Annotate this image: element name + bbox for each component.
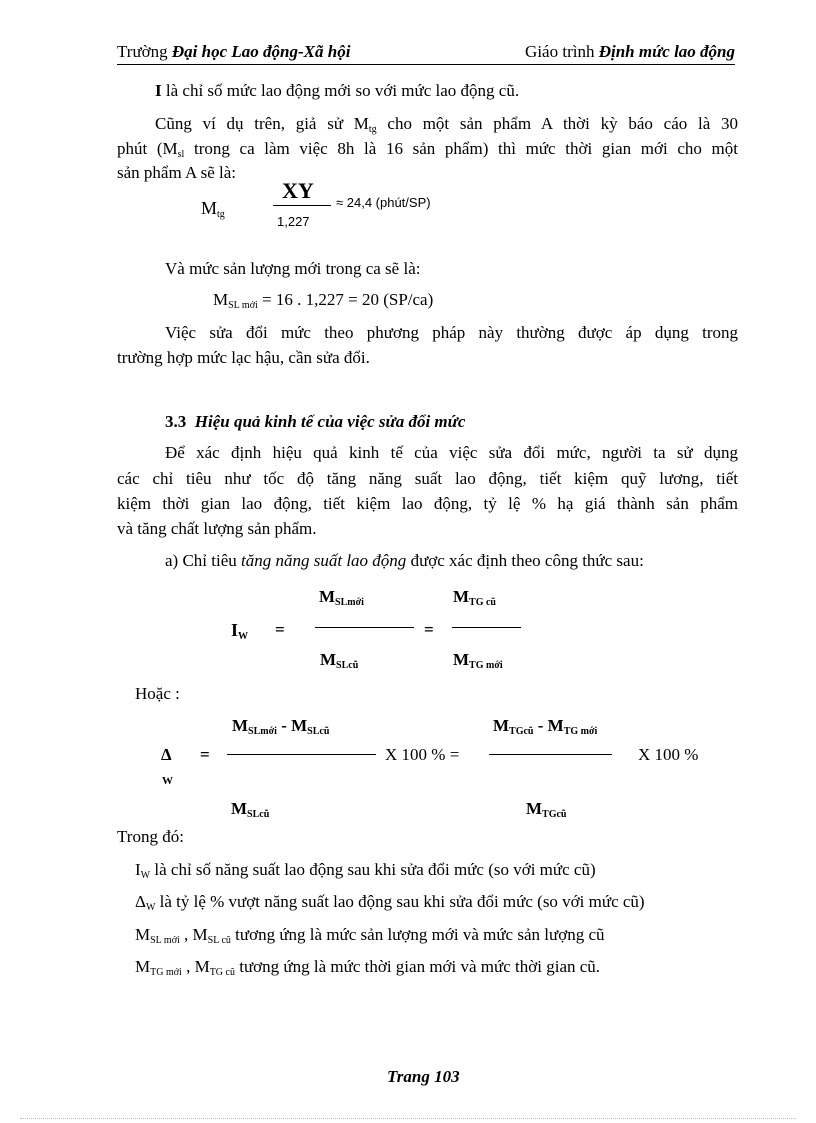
paragraph-example-line1: Cũng ví dụ trên, giả sử $M_{tg}$ cho một sản phẩm A thời kỳ báo cáo là 30	[155, 114, 738, 135]
definition-productivity-index: $I_W$ là chỉ số năng suất lao động sau khi sửa đổi mức (so với mức cũ)	[135, 860, 596, 881]
paragraph-index-definition: I là chỉ số mức lao động mới so với mức lao động cũ.	[155, 81, 520, 100]
formula1-lhs: $M_{tg}$	[201, 198, 225, 220]
paragraph-example-line2: phút ($M_{sl}$ trong ca làm việc 8h là 16 sản phẩm) thì mức thời gian mới cho một	[117, 139, 738, 160]
formula3-numerator-1: MSLmới	[319, 587, 364, 608]
formula1-denominator: 1,227	[277, 214, 310, 229]
formula3-fraction-bar-2	[452, 627, 521, 628]
formula4-fraction-bar-1	[227, 754, 376, 755]
footer-dotted-rule	[20, 1118, 796, 1119]
formula3-denominator-1: MSLcũ	[320, 650, 359, 671]
formula4-lhs-delta: Δ	[161, 745, 172, 764]
formula3-equals-1: =	[275, 620, 285, 639]
formula3-denominator-2: MTG mới	[453, 650, 503, 671]
paragraph-method-line1: Việc sửa đổi mức theo phương pháp này thường được áp dụng trong	[165, 323, 738, 342]
definition-productivity-excess: $\Delta_W$ là tỷ lệ % vượt năng suất lao động sau khi sửa đổi mức (so với mức cũ)	[135, 892, 645, 913]
paragraph-new-output-intro: Và mức sản lượng mới trong ca sẽ là:	[165, 259, 421, 278]
formula1-result: ≈ 24,4 (phút/SP)	[336, 195, 431, 210]
formula4-lhs-sub: W	[162, 775, 173, 787]
formula1-fraction-bar	[273, 205, 331, 206]
section-heading: 3.3 Hiệu quả kinh tế của việc sửa đổi mức	[165, 412, 466, 431]
header-left: Trường Đại học Lao động-Xã hội	[117, 42, 351, 61]
text-where: Trong đó:	[117, 827, 184, 846]
formula4-equals: =	[200, 745, 210, 764]
formula3-lhs: IW	[231, 620, 249, 642]
formula3-fraction-bar-1	[315, 627, 414, 628]
paragraph-efficiency-line3: kiệm thời gian lao động, tiết kiệm lao động, tỷ lệ % hạ giá thành sản phẩm	[117, 494, 738, 513]
formula-new-output-norm: $M_{SL mới} = 16$ . 1,227 = 20 (SP/ca)	[213, 290, 434, 311]
formula3-numerator-2: MTG cũ	[453, 587, 496, 608]
formula1-numerator: XY	[282, 178, 314, 203]
paragraph-efficiency-line4: và tăng chất lượng sản phẩm.	[117, 519, 317, 538]
definition-output-norms: $M_{SL mới}$ , $M_{SL cũ}$ tương ứng là mức sản lượng mới và mức sản lượng cũ	[135, 925, 605, 946]
definition-time-norms: $M_{TG mới}$ , $M_{TG cũ}$ tương ứng là mức thời gian mới và mức thời gian cũ.	[135, 957, 601, 978]
header-right: Giáo trình Định mức lao động	[525, 42, 735, 61]
paragraph-efficiency-line1: Để xác định hiệu quả kinh tế của việc sửa đổi mức, người ta sử dụng	[165, 443, 738, 462]
paragraph-method-line2: trường hợp mức lạc hậu, cần sửa đổi.	[117, 348, 370, 367]
page-number: Trang 103	[387, 1067, 460, 1086]
text-or: Hoặc :	[135, 684, 180, 703]
page-header	[117, 40, 735, 65]
formula3-equals-2: =	[424, 620, 434, 639]
formula4-multiplier-1: X 100 % =	[385, 745, 460, 764]
paragraph-productivity-intro: a) Chỉ tiêu tăng năng suất lao động được xác định theo công thức sau:	[165, 551, 644, 570]
formula4-multiplier-2: X 100 %	[638, 745, 699, 764]
formula4-denominator-1: MSLcũ	[231, 799, 270, 820]
formula4-numerator-2: MTGcũ - MTG mới	[493, 716, 598, 737]
formula4-fraction-bar-2	[489, 754, 612, 755]
formula4-denominator-2: MTGcũ	[526, 799, 567, 820]
paragraph-example-line3: sản phẩm A sẽ là:	[117, 163, 236, 182]
paragraph-efficiency-line2: các chỉ tiêu như tốc độ tăng năng suất lao động, tiết kiệm quỹ lương, tiết	[117, 469, 738, 488]
formula4-numerator-1: MSLmới - MSLcũ	[232, 716, 330, 737]
